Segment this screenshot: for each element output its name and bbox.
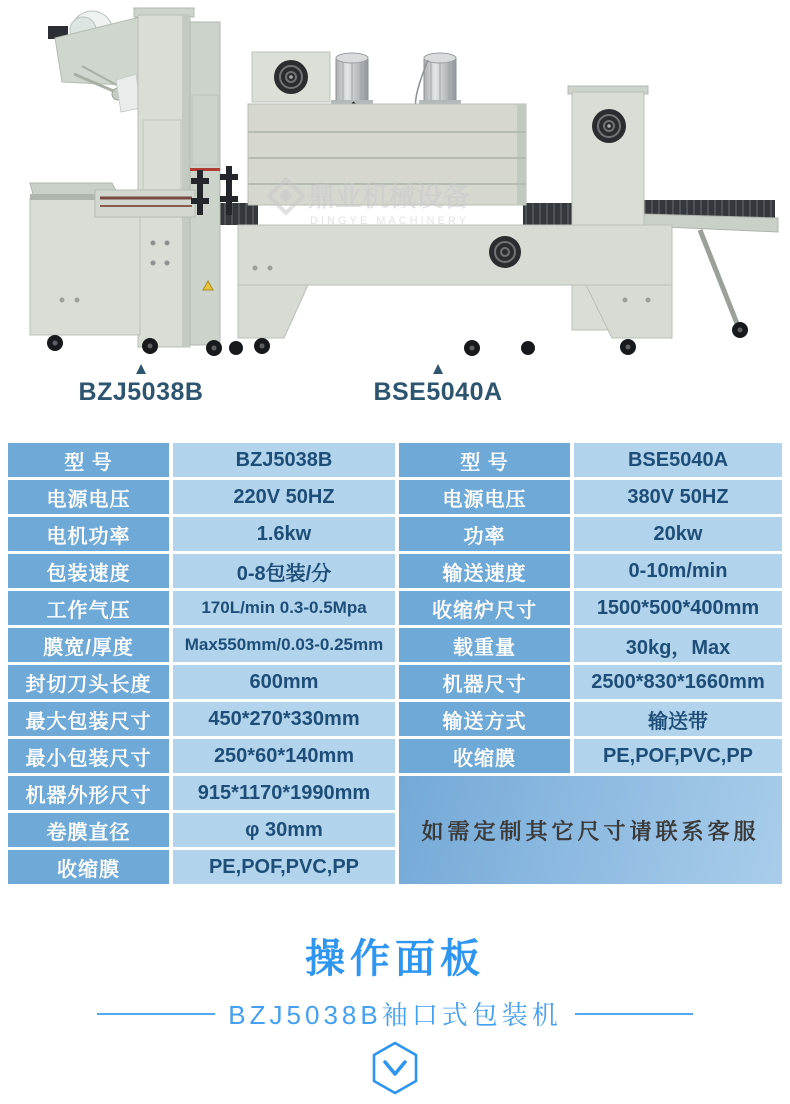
spec-value: 250*60*140mm: [173, 739, 395, 773]
spec-value: PE,POF,PVC,PP: [173, 850, 395, 884]
watermark-en: DINGYE MACHINERY: [310, 215, 470, 227]
machine-model-text: BSE5040A: [373, 378, 503, 406]
spec-label: 输送方式: [399, 702, 570, 736]
spec-label: 电源电压: [399, 480, 570, 514]
spec-value: 380V 50HZ: [574, 480, 782, 514]
spec-value: BSE5040A: [574, 443, 782, 477]
spec-value: 1.6kw: [173, 517, 395, 551]
section-title: 操作面板: [305, 937, 485, 981]
spec-value: 170L/min 0.3-0.5Mpa: [173, 591, 395, 625]
spec-value: BZJ5038B: [173, 443, 395, 477]
motor: [331, 53, 373, 105]
spec-value: 1500*500*400mm: [574, 591, 782, 625]
spec-value: 0-8包装/分: [173, 554, 395, 588]
motor: [419, 53, 461, 105]
spec-label: 型 号: [399, 443, 570, 477]
spec-value: 输送带: [574, 702, 782, 736]
spec-label: 收缩膜: [8, 850, 169, 884]
spec-table-right: [399, 443, 782, 884]
footer-section: [0, 936, 790, 1096]
spec-label: 包装速度: [8, 554, 169, 588]
section-subtitle: BZJ5038B袖口式包装机: [228, 1000, 562, 1030]
spec-label: 工作气压: [8, 591, 169, 625]
spec-value: 2500*830*1660mm: [574, 665, 782, 699]
spec-value: 450*270*330mm: [173, 702, 395, 736]
spec-value: 20kw: [574, 517, 782, 551]
spec-value: φ 30mm: [173, 813, 395, 847]
spec-label: 卷膜直径: [8, 813, 169, 847]
triangle-up-icon: ▲: [132, 359, 150, 378]
divider-line: [575, 1013, 693, 1015]
spec-label: 电源电压: [8, 480, 169, 514]
machine-label-bzj5038b: [56, 360, 226, 407]
spec-label: 收缩膜: [399, 739, 570, 773]
spec-tables: [0, 443, 790, 884]
spec-value: 30kg，Max: [574, 628, 782, 662]
spec-label: 最大包装尺寸: [8, 702, 169, 736]
fan-icon: [274, 60, 308, 94]
spec-value: 0-10m/min: [574, 554, 782, 588]
spec-value: 600mm: [173, 665, 395, 699]
spec-label: 膜宽/厚度: [8, 628, 169, 662]
divider-line: [97, 1013, 215, 1015]
spec-label: 功率: [399, 517, 570, 551]
machine-figure: [0, 0, 790, 423]
triangle-up-icon: ▲: [429, 359, 447, 378]
machine-photo: [0, 0, 790, 360]
spec-label: 输送速度: [399, 554, 570, 588]
fan-icon: [489, 236, 521, 268]
spec-value: 915*1170*1990mm: [173, 776, 395, 810]
spec-table-left: [8, 443, 395, 884]
spec-label: 电机功率: [8, 517, 169, 551]
spec-value: PE,POF,PVC,PP: [574, 739, 782, 773]
spec-label: 载重量: [399, 628, 570, 662]
spec-label: 收缩炉尺寸: [399, 591, 570, 625]
machine-label-bse5040a: [353, 360, 523, 407]
machine-model-text: BZJ5038B: [78, 378, 204, 406]
spec-label: 型 号: [8, 443, 169, 477]
spec-value: Max550mm/0.03-0.25mm: [173, 628, 395, 662]
machine-left-sealer: [30, 8, 238, 347]
watermark-cn: 鼎业机械设备: [308, 182, 470, 212]
spec-label: 封切刀头长度: [8, 665, 169, 699]
hexagon-chevron-down-icon: [370, 1040, 420, 1096]
custom-size-note: 如需定制其它尺寸请联系客服: [399, 776, 782, 884]
spec-value: 220V 50HZ: [173, 480, 395, 514]
section-subtitle-row: [0, 995, 790, 1032]
spec-label: 机器外形尺寸: [8, 776, 169, 810]
spec-label: 机器尺寸: [399, 665, 570, 699]
fan-icon: [592, 109, 626, 143]
spec-label: 最小包装尺寸: [8, 739, 169, 773]
